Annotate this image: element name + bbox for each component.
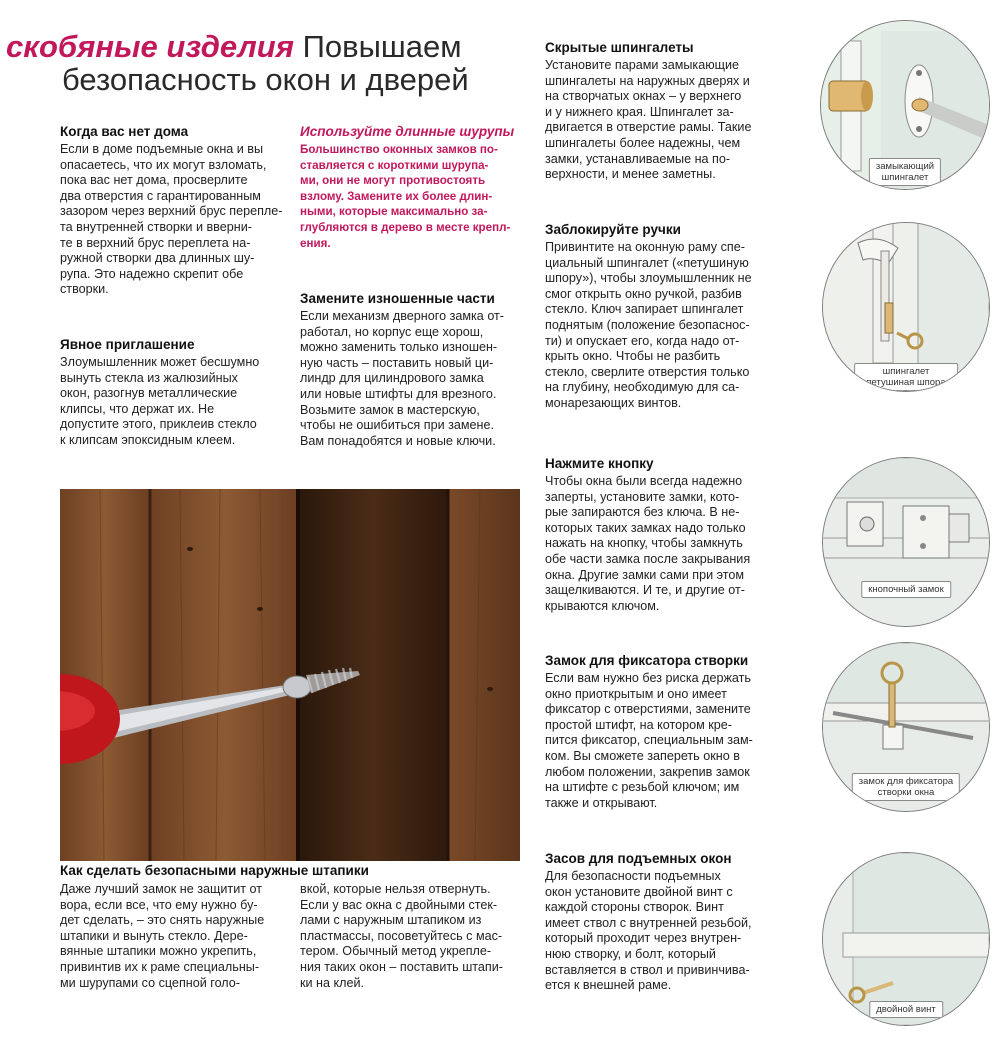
- section-body: [545, 58, 775, 183]
- illustration-label: [852, 773, 960, 801]
- photo-screwdriver-bead: [60, 489, 520, 861]
- text-line: любом положении, закрепив замок: [545, 764, 750, 779]
- text-line: циальный шпингалет («петушиную: [545, 255, 749, 270]
- text-line: защелкиваются. И те, и другие от-: [545, 583, 745, 598]
- text-line: пится фиксатор, специальным зам-: [545, 733, 753, 748]
- label-line: замок для фиксатора: [858, 776, 954, 787]
- text-line: тером. Обычный метод укрепле-: [300, 944, 492, 959]
- title-line2: безопасность окон и дверей: [62, 62, 469, 97]
- text-line: два отверстия с гарантированным: [60, 188, 261, 203]
- text-line: дет сделать, – это снять наружные: [60, 913, 265, 928]
- section-heading: Засов для подъемных окон: [545, 851, 732, 866]
- text-line: обе части замка после закрывания: [545, 551, 751, 566]
- section-heading: Замените изношенные части: [300, 291, 495, 306]
- label-line: «петушиная шпора»: [861, 377, 951, 388]
- text-line: окон, разогнув металлические: [60, 386, 238, 401]
- section-stay-lock: [545, 653, 775, 811]
- text-line: нажать на кнопку, чтобы замкнуть: [545, 536, 743, 551]
- tip-body: [300, 142, 530, 251]
- section-away: [60, 124, 290, 298]
- label-line: створки окна: [877, 787, 935, 798]
- text-line: Для безопасности подъемных: [545, 869, 721, 883]
- label-line: двойной винт: [876, 1004, 936, 1015]
- text-line: монарезающих винтов.: [545, 395, 682, 410]
- section-heading: Как сделать безопасными наружные штапики: [60, 863, 369, 878]
- illustration-label: [869, 158, 941, 186]
- text-line: окно приоткрытым и оно имеет: [545, 686, 727, 701]
- text-line: ки на клей.: [300, 975, 365, 990]
- section-push-button: [545, 456, 775, 614]
- text-line: Если у вас окна с двойными стек-: [300, 897, 498, 912]
- text-line: стекло. Ключ запирает шпингалет: [545, 302, 744, 317]
- text-line: Если вам нужно без риска держать: [545, 671, 751, 685]
- text-line: глубляются в дерево в месте крепл-: [300, 220, 511, 234]
- text-line: рупа. Это надежно скрепит обе: [60, 266, 244, 281]
- text-line: Чтобы окна были всегда надежно: [545, 474, 743, 488]
- section-body: [545, 671, 775, 811]
- text-line: ми шурупами со сцепной голо-: [60, 975, 240, 990]
- text-line: имеет ствол с внутренней резьбой,: [545, 915, 752, 930]
- text-line: каждой стороны створок. Винт: [545, 900, 724, 915]
- text-line: ми, они не могут противостоять: [300, 174, 486, 188]
- section-heading: Скрытые шпингалеты: [545, 40, 694, 55]
- label-line: кнопочный замок: [868, 584, 944, 595]
- text-line: смог открыть окно ручкой, разбив: [545, 286, 742, 301]
- section-heading: Явное приглашение: [60, 337, 195, 352]
- text-line: вора, если все, что ему нужно бу-: [60, 897, 258, 912]
- text-line: шпингалеты более надежны, чем: [545, 135, 741, 150]
- text-line: ную часть – поставить новый ци-: [300, 355, 494, 370]
- text-line: шпору»), чтобы злоумышленник не: [545, 271, 752, 286]
- illustration-dual-screw: [822, 852, 990, 1026]
- text-line: вянные штапики можно укрепить,: [60, 944, 257, 959]
- page-title: [6, 30, 469, 96]
- text-line: Если в доме подъемные окна и вы: [60, 142, 264, 156]
- text-line: крыть окно. Чтобы не разбить: [545, 349, 721, 364]
- section-heading: Нажмите кнопку: [545, 456, 654, 471]
- text-line: чтобы не ошибиться при замене.: [300, 418, 495, 433]
- text-line: которых таких замках надо только: [545, 520, 746, 535]
- text-line: допустите этого, приклеив стекло: [60, 417, 257, 432]
- text-line: ти) и опускает его, когда надо от-: [545, 333, 740, 348]
- section-invitation: [60, 337, 290, 449]
- section-heading: Заблокируйте ручки: [545, 222, 681, 237]
- text-line: крываются ключом.: [545, 598, 660, 613]
- section-heading: Когда вас нет дома: [60, 124, 189, 139]
- text-line: Если механизм дверного замка от-: [300, 309, 505, 323]
- text-line: заперты, установите замки, кото-: [545, 489, 740, 504]
- text-line: стекло, сверлите отверстия только: [545, 364, 750, 379]
- label-line: шпингалет: [881, 172, 929, 183]
- text-line: фиксатор с отверстиями, замените: [545, 702, 751, 717]
- text-line: можно заменить только изношен-: [300, 340, 498, 355]
- text-line: на створчатых окнах – у верхнего: [545, 89, 742, 104]
- label-line: шпингалет: [882, 366, 930, 377]
- beads-column-2: [300, 880, 530, 991]
- text-line: взлому. Замените их более длин-: [300, 189, 493, 203]
- illustration-push-lock: [822, 457, 990, 627]
- text-line: линдр для цилиндрового замка: [300, 371, 484, 386]
- text-line: ется к внешней раме.: [545, 978, 672, 993]
- text-line: шпингалеты на наружных дверях и: [545, 73, 750, 88]
- text-line: также и открывают.: [545, 795, 658, 810]
- tip-long-screws: [300, 124, 530, 251]
- text-line: лами с наружным штапиком из: [300, 913, 482, 928]
- text-line: двигается в отверстие рамы. Такие: [545, 120, 752, 135]
- illustration-label: [854, 363, 958, 391]
- text-line: Злоумышленник может бесшумно: [60, 355, 260, 369]
- section-heading: Замок для фиксатора створки: [545, 653, 749, 668]
- beads-column-1: [60, 880, 295, 991]
- push-lock-drawing: [823, 458, 989, 626]
- text-line: Даже лучший замок не защитит от: [60, 882, 262, 896]
- section-worn-parts: [300, 291, 530, 449]
- text-line: поднятым (положение безопаснос-: [545, 317, 750, 332]
- section-body: [545, 474, 775, 614]
- illustration-stay-lock: [822, 642, 990, 812]
- text-line: и у нижнего края. Шпингалет за-: [545, 104, 734, 119]
- tip-heading: Используйте длинные шурупы: [300, 124, 515, 139]
- section-body: [60, 355, 290, 449]
- text-line: ком. Вы сможете запереть окно в: [545, 748, 740, 763]
- text-line: к клипсам эпоксидным клеем.: [60, 432, 236, 447]
- text-line: работал, но корпус еще хорош,: [300, 324, 484, 339]
- text-line: вынуть стекла из жалюзийных: [60, 370, 238, 385]
- text-line: Установите парами замыкающие: [545, 58, 740, 72]
- text-line: рые запираются без ключа. В не-: [545, 505, 740, 520]
- text-line: зазором через верхний брус перепле-: [60, 204, 283, 219]
- title-line1: Повышаем: [302, 29, 462, 64]
- text-line: ными, которые максимально за-: [300, 205, 488, 219]
- section-beads: [60, 863, 530, 879]
- text-line: окна. Другие замки сами при этом: [545, 567, 745, 582]
- dual-screw-drawing: [823, 853, 989, 1025]
- section-body: [60, 142, 290, 298]
- text-line: та внутренней створки и вверни-: [60, 219, 252, 234]
- text-line: клипсы, что держат их. Не: [60, 401, 215, 416]
- text-line: Возьмите замок в мастерскую,: [300, 402, 480, 417]
- section-lock-handles: [545, 222, 775, 412]
- text-line: пластмассы, посоветуйтесь с мас-: [300, 928, 503, 943]
- text-line: ружной створки два длинных шу-: [60, 251, 255, 266]
- text-line: замки, устанавливаемые на по-: [545, 151, 731, 166]
- text-line: вкой, которые нельзя отвернуть.: [300, 882, 491, 896]
- text-line: простой штифт, на котором кре-: [545, 717, 732, 732]
- text-line: или новые штифты для врезного.: [300, 386, 497, 401]
- text-line: привинтив их к раме специальны-: [60, 959, 260, 974]
- text-line: верхности, и менее заметны.: [545, 167, 716, 182]
- illustration-hidden-bolt: [820, 20, 990, 190]
- section-body: [300, 882, 530, 991]
- illustration-label: [861, 581, 951, 598]
- text-line: Привинтите на оконную раму спе-: [545, 240, 745, 254]
- text-line: Большинство оконных замков по-: [300, 143, 498, 156]
- text-line: те в верхний брус переплета на-: [60, 235, 251, 250]
- text-line: ставляется с короткими шурупа-: [300, 158, 489, 172]
- section-sash-bolt: [545, 851, 775, 994]
- text-line: пока вас нет дома, просверлите: [60, 173, 248, 188]
- section-body: [545, 869, 775, 994]
- text-line: вставляется в ствол и привинчива-: [545, 962, 750, 977]
- text-line: ния таких окон – поставить штапи-: [300, 959, 503, 974]
- section-body: [545, 240, 775, 412]
- text-line: нюю створку, и болт, который: [545, 946, 716, 961]
- text-line: на штифте с резьбой ключом; им: [545, 780, 740, 795]
- text-line: на глубину, необходимую для са-: [545, 380, 740, 395]
- illustration-cockspur: [822, 222, 990, 392]
- section-hidden-bolts: [545, 40, 775, 183]
- section-body: [300, 309, 530, 449]
- label-line: замыкающий: [875, 161, 935, 172]
- section-body: [60, 882, 295, 991]
- text-line: окон установите двойной винт с: [545, 884, 733, 899]
- illustration-label: [869, 1001, 943, 1018]
- text-line: опасаетесь, что их могут взломать,: [60, 157, 267, 172]
- text-line: штапики и вынуть стекло. Дере-: [60, 928, 248, 943]
- text-line: створки.: [60, 282, 109, 297]
- text-line: Вам понадобятся и новые ключи.: [300, 433, 496, 448]
- section-brand: скобяные изделия: [6, 29, 294, 64]
- text-line: ения.: [300, 236, 331, 250]
- text-line: который проходит через внутрен-: [545, 931, 742, 946]
